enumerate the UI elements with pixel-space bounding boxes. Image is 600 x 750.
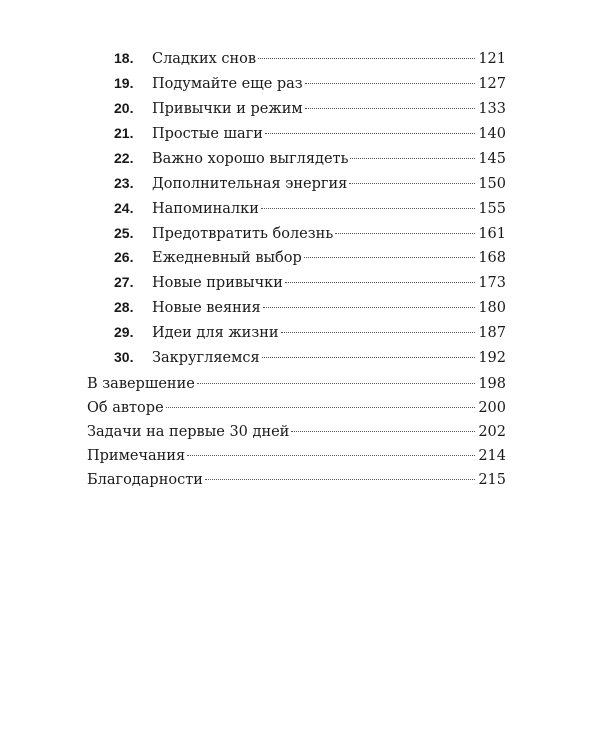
toc-entry-backmatter <box>87 445 506 467</box>
chapter-title: Важно хорошо выглядеть <box>152 151 349 167</box>
toc-entry-chapter <box>114 222 506 244</box>
chapter-title: Привычки и режим <box>152 101 303 117</box>
page-number: 145 <box>478 151 506 167</box>
chapter-number: 18. <box>114 50 134 66</box>
page-number: 121 <box>478 51 506 67</box>
page-number: 192 <box>478 350 506 366</box>
toc-entry-chapter <box>114 72 506 94</box>
toc-entry-chapter <box>114 296 506 318</box>
toc-entry-chapter <box>114 271 506 293</box>
dot-leader <box>281 332 476 333</box>
chapter-number: 25. <box>114 225 134 241</box>
chapter-number: 21. <box>114 125 134 141</box>
toc-entry-backmatter <box>87 421 506 443</box>
chapter-title: Идеи для жизни <box>152 325 279 341</box>
chapter-number: 27. <box>114 274 134 290</box>
chapter-number: 30. <box>114 349 134 365</box>
dot-leader <box>285 282 475 283</box>
page-number: 180 <box>478 300 506 316</box>
chapter-number: 20. <box>114 100 134 116</box>
chapter-title: Предотвратить болезнь <box>152 226 334 242</box>
toc-entry-backmatter <box>87 397 506 419</box>
dot-leader <box>291 431 475 432</box>
chapter-title: Подумайте еще раз <box>152 76 303 92</box>
page-number: 133 <box>478 101 506 117</box>
dot-leader <box>305 108 476 109</box>
dot-leader <box>205 479 475 480</box>
page-number: 202 <box>478 424 506 440</box>
dot-leader <box>263 307 476 308</box>
page-number: 155 <box>478 201 506 217</box>
dot-leader <box>197 383 475 384</box>
page-number: 214 <box>478 448 506 464</box>
toc-entry-backmatter <box>87 469 506 491</box>
chapter-number: 22. <box>114 150 134 166</box>
page-number: 200 <box>478 400 506 416</box>
dot-leader <box>187 455 475 456</box>
page-number: 150 <box>478 176 506 192</box>
toc-entry-chapter <box>114 246 506 268</box>
toc-entry-chapter <box>114 197 506 219</box>
chapter-title: Напоминалки <box>152 201 259 217</box>
chapter-title: Сладких снов <box>152 51 257 67</box>
dot-leader <box>335 233 475 234</box>
dot-leader <box>350 158 475 159</box>
chapter-title: Новые веяния <box>152 300 261 316</box>
dot-leader <box>166 407 476 408</box>
section-title: Благодарности <box>87 472 203 488</box>
dot-leader <box>262 357 476 358</box>
chapter-number: 26. <box>114 249 134 265</box>
chapter-number: 29. <box>114 324 134 340</box>
dot-leader <box>265 133 475 134</box>
toc-entry-chapter <box>114 147 506 169</box>
page-number: 127 <box>478 76 506 92</box>
chapter-number: 24. <box>114 200 134 216</box>
dot-leader <box>258 58 475 59</box>
section-title: Задачи на первые 30 дней <box>87 424 290 440</box>
chapter-title: Закругляемся <box>152 350 260 366</box>
chapter-title: Дополнительная энергия <box>152 176 348 192</box>
chapter-number: 23. <box>114 175 134 191</box>
dot-leader <box>305 83 476 84</box>
chapter-number: 28. <box>114 299 134 315</box>
page-number: 161 <box>478 226 506 242</box>
toc-entry-chapter <box>114 122 506 144</box>
toc-entry-chapter <box>114 321 506 343</box>
chapter-number: 19. <box>114 75 134 91</box>
page-number: 187 <box>478 325 506 341</box>
toc-entry-chapter <box>114 346 506 368</box>
chapter-title: Простые шаги <box>152 126 263 142</box>
section-title: Примечания <box>87 448 186 464</box>
page-number: 215 <box>478 472 506 488</box>
chapter-title: Ежедневный выбор <box>152 250 302 266</box>
page-number: 140 <box>478 126 506 142</box>
toc-entry-chapter <box>114 172 506 194</box>
section-title: Об авторе <box>87 400 164 416</box>
page-number: 173 <box>478 275 506 291</box>
toc-entry-chapter <box>114 97 506 119</box>
dot-leader <box>304 257 476 258</box>
toc-entry-chapter <box>114 47 506 69</box>
page-number: 168 <box>478 250 506 266</box>
section-title: В завершение <box>87 376 195 392</box>
toc-entry-backmatter <box>87 373 506 395</box>
dot-leader <box>261 208 475 209</box>
page-number: 198 <box>478 376 506 392</box>
chapter-title: Новые привычки <box>152 275 283 291</box>
dot-leader <box>349 183 475 184</box>
